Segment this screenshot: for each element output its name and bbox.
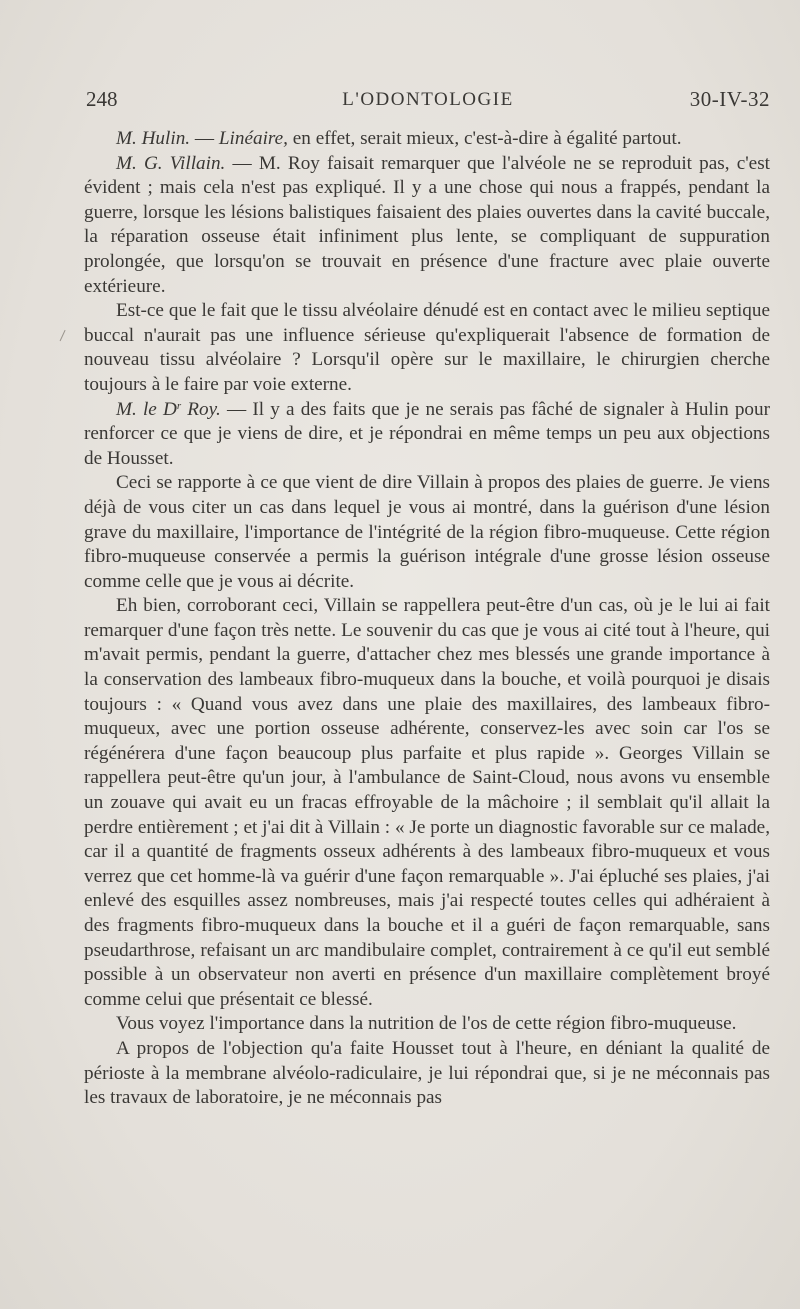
speaker-name: M. Hulin. — [116, 128, 191, 149]
paragraph-text: Ceci se rapporte à ce que vient de dire Villain à propos des plaies de guerre. Je viens déjà de vous citer un cas dans lequel je vous ai montré, dans la guérison d'une lésion grave du maxillaire, l'importance de l'intégrité de la région fibro-muqueuse. Cette région fibro-muqueuse conservée a permis la guérison intégrale d'une grosse lésion osseuse comme celle que je vous ai décrite. — [84, 472, 770, 592]
paragraph-text: en effet, serait mieux, c'est-à-dire à égalité partout. — [287, 128, 682, 149]
speaker-superscript: r — [176, 399, 182, 412]
paragraph — [84, 1012, 770, 1037]
paragraph-text: Eh bien, corroborant ceci, Villain se rappellera peut-être d'un cas, où je le lui ai fait remarquer d'une façon très nette. Le souvenir du cas que je vous ai cité tout à l'heure, qui m'avait permis, pendant la guerre, d'attacher chez mes blessés une grande importance à la conservation des lambeaux fibro-muqueux dans la bouche, et voilà pourquoi je disais toujours : « Quand vous avez dans une plaie des maxillaires, des lambeaux fibro-muqueux, avec une portion osseuse adhérente, conservez-les avec soin car l'os se régénérera d'une façon beaucoup plus parfaite et plus rapide ». Georges Villain se rappellera peut-être qu'un jour, à l'ambulance de Saint-Cloud, nous avons vu ensemble un zouave qui avait eu un fracas effroyable de la mâchoire ; il semblait qu'il allait la perdre entièrement ; et j'ai dit à Villain : « Je porte un diagnostic favorable sur ce malade, car il a quantité de fragments osseux adhérents à des lambeaux fibro-muqueux et vous verrez que cet homme-là va guérir d'une façon remarquable ». J'ai épluché ses plaies, j'ai enlevé des esquilles assez nombreuses, mais j'ai respecté toutes celles qui adhéraient à des fragments fibro-muqueux dans la bouche et il a guéri de façon remarquable, sans pseudarthrose, refaisant un arc mandibulaire complet, contrairement à ce qu'il eut semblé possible à un observateur non averti en présence d'un maxillaire complètement broyé comme celui que présentait ce blessé. — [84, 595, 770, 1010]
paragraph-text: A propos de l'objection qu'a faite Housset tout à l'heure, en déniant la qualité de périoste à la membrane alvéolo-radiculaire, je lui répondrai que, si je ne méconnais pas les travaux de laboratoire, je ne méconnais pas — [84, 1037, 770, 1109]
dash: — — [225, 152, 259, 174]
emphasized-word: Linéaire, — [218, 128, 288, 149]
page-number: 248 — [86, 87, 118, 111]
paragraph — [84, 471, 770, 594]
paragraph — [84, 299, 770, 397]
issue-date: 30-IV-32 — [689, 87, 770, 111]
body-text — [84, 127, 770, 1111]
paragraph-hulin — [84, 127, 770, 152]
paragraph-text: M. Roy faisait remarquer que l'alvéole ne se reproduit pas, c'est évident ; mais cela n'est pas expliqué. Il y a une chose qui nous a frappés, pendant la guerre, lorsque les lésions balistiques faisaient des plaies ouvertes dans la cavité buccale, la réparation osseuse était infiniment plus lente, se compliquant de suppuration prolongée, que lorsqu'on se trouvait en présence d'une fracture avec plaie ouverte extérieure. — [84, 152, 770, 297]
speaker-name-start: M. le D — [116, 398, 177, 420]
paragraph — [84, 594, 770, 1012]
journal-title: L'ODONTOLOGIE — [342, 89, 514, 110]
dash: — — [220, 398, 253, 420]
paragraph-roy — [84, 398, 770, 472]
paragraph-text: Est-ce que le fait que le tissu alvéolaire dénudé est en contact avec le milieu septique buccal n'aurait pas une influence sérieuse qu'expliquerait l'absence de formation de nouveau tissu alvéolaire ? Lorsqu'il opère sur le maxillaire, le chirurgien cherche toujours à le faire par voie externe. — [84, 300, 770, 395]
margin-pencil-mark — [60, 330, 68, 342]
running-header — [86, 87, 770, 115]
paragraph-text: Il y a des faits que je ne serais pas fâché de signaler à Hulin pour renforcer ce que je viens de dire, et je répondrai en même temps un peu aux objections de Housset. — [84, 398, 771, 469]
paragraph-text: Vous voyez l'importance dans la nutrition de l'os de cette région fibro-muqueuse. — [116, 1013, 737, 1035]
speaker-name-end: Roy. — [181, 398, 221, 420]
speaker-name: M. G. Villain. — [116, 152, 226, 174]
paragraph-villain — [84, 152, 770, 300]
dash: — — [190, 128, 219, 149]
paragraph — [84, 1037, 770, 1111]
speaker-name — [116, 399, 221, 420]
